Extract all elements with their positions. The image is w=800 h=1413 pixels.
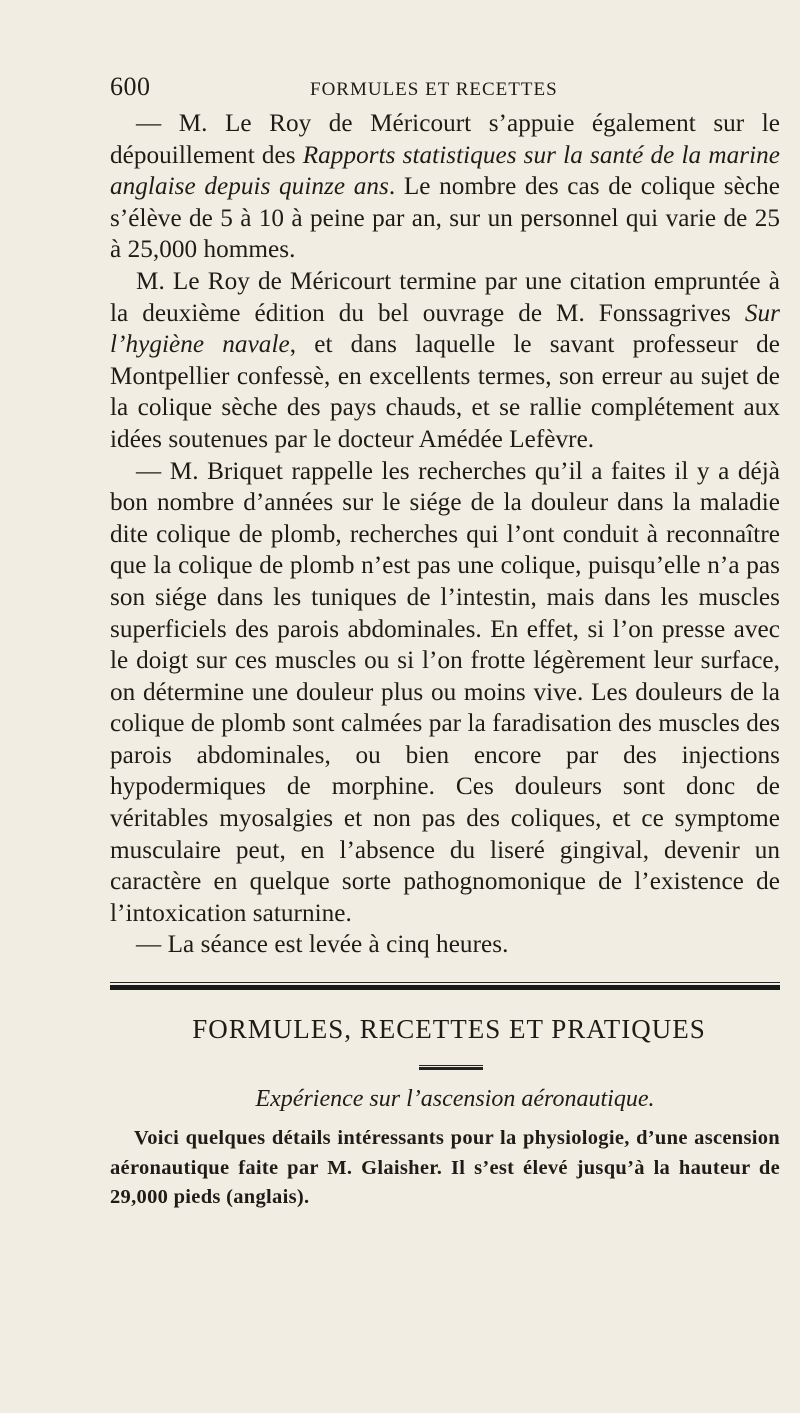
divider-thin-line [110, 982, 780, 983]
text-run: M. Le Roy de Méricourt termine par une citation empruntée à la deuxième édition du bel ouvrage de M. Fonssagrives [110, 267, 780, 327]
book-page [110, 72, 780, 1213]
short-divider [419, 1065, 483, 1070]
paragraph [110, 456, 780, 930]
section-title: FORMULES, RECETTES ET PRATIQUES [192, 1014, 706, 1045]
intro-paragraph: Voici quelques détails intéressants pour la physiologie, d’une ascension aéronautique faite par M. Glaisher. Il s’est élevé jusqu’à la hauteur de 29,000 pieds (anglais). [110, 1127, 780, 1209]
paragraph [110, 108, 780, 266]
text-run: — M. Briquet rappelle les recherches qu’il a faites il y a déjà bon nombre d’années sur le siége de la douleur dans la maladie dite colique de plomb, recherches qui l’ont conduit à reconnaître que la colique de plomb n’est pas une colique, puisqu’elle n’a pas son siége dans les tuniques de l’intestin, mais dans les muscles superficiels des parois abdominales. En effet, si l’on presse avec le doigt sur ces muscles ou si l’on frotte légèrement leur surface, on détermine une douleur plus ou moins vive. Les douleurs de la colique de plomb sont calmées par la faradisation des muscles des parois abdominales, ou bien encore par des injections hypodermiques de morphine. Ces douleurs sont donc de véritables myosalgies et non pas des coliques, et ce symptome musculaire peut, en l’absence du liseré gingival, devenir un caractère en quelque sorte pathognomonique de l’existence de l’intoxication saturnine. [110, 457, 780, 927]
paragraph [110, 929, 780, 961]
section-subtitle: Expérience sur l’ascension aéronautique. [255, 1086, 655, 1113]
section-divider [110, 982, 780, 991]
page-number: 600 [110, 72, 151, 101]
text-run: — La séance est levée à cinq heures. [136, 931, 509, 959]
italic-title: Rapports statistiques sur la santé de la marine anglaise depuis quinze ans [110, 141, 780, 201]
running-head: FORMULES ET RECETTES [310, 79, 558, 100]
text-run: — M. Le Roy de Méricourt s’appuie également sur le dépouillement des [110, 110, 780, 169]
text-run: , et dans laquelle le savant professeur de Montpellier confessè, en excellents termes, son erreur au sujet de la colique sèche des pays chauds, et se rallie complétement aux idées soutenues par le docteur Amédée Lefèvre. [110, 331, 780, 453]
divider-thick-line [110, 985, 780, 990]
text-run: . Le nombre des cas de colique sèche s’élève de 5 à 10 à peine par an, sur un personnel qui varie de 25 à 25,000 hommes. [110, 173, 780, 264]
paragraph [110, 266, 780, 456]
section-body [110, 1124, 780, 1213]
italic-title: Sur l’hygiène navale [110, 299, 780, 359]
page-header [110, 72, 780, 108]
body-text [110, 108, 780, 961]
